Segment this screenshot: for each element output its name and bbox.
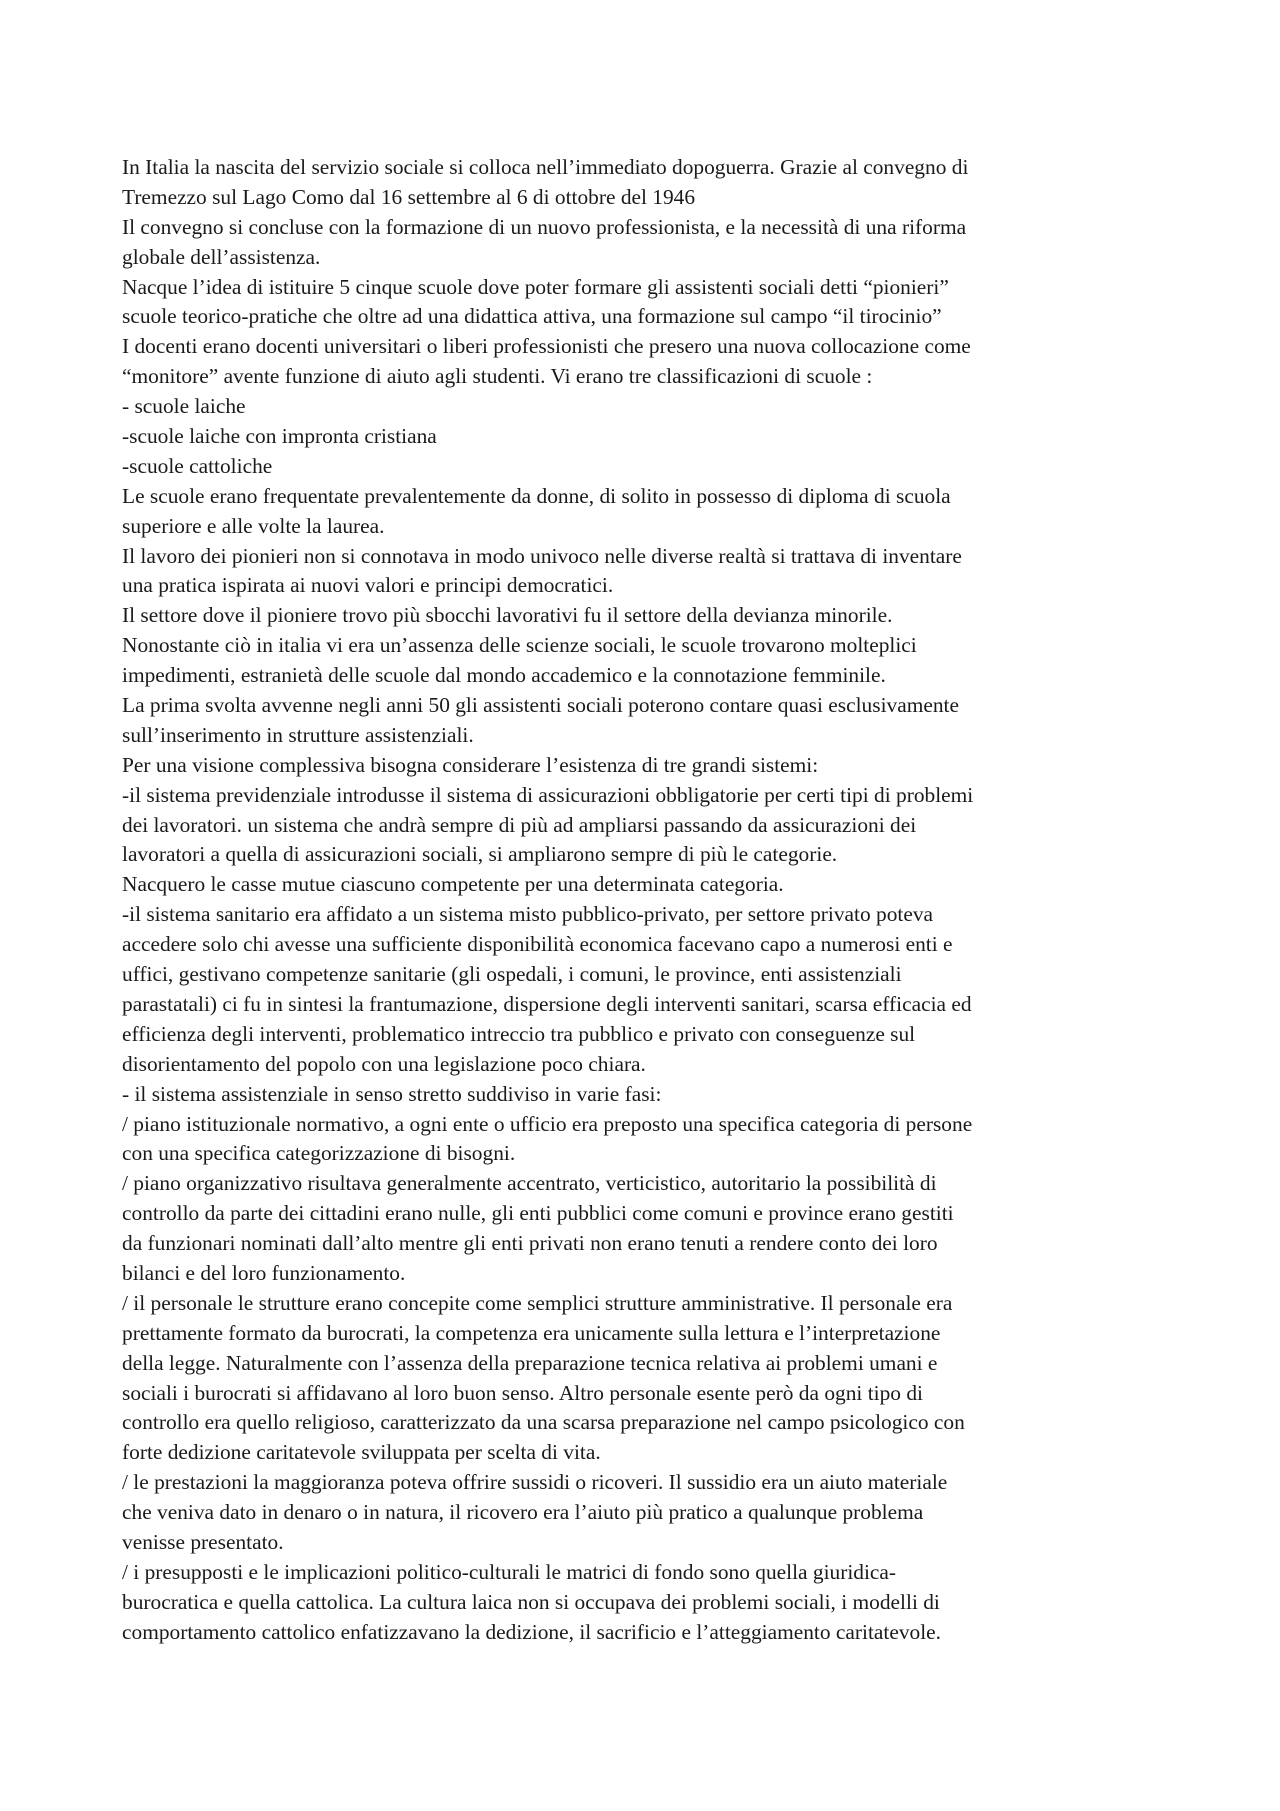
text-line: forte dedizione caritatevole sviluppata per scelta di vita. bbox=[122, 1440, 601, 1465]
text-line: comportamento cattolico enfatizzavano la dedizione, il sacrificio e l’atteggiamento caritatevole. bbox=[122, 1619, 942, 1644]
text-line: scuole teorico-pratiche che oltre ad una didattica attiva, una formazione sul campo “il tirocinio” bbox=[122, 304, 942, 329]
text-line: accedere solo chi avesse una sufficiente disponibilità economica facevano capo a numerosi enti e bbox=[122, 932, 953, 957]
text-line: -il sistema previdenziale introdusse il sistema di assicurazioni obbligatorie per certi tipi di problemi bbox=[122, 782, 974, 807]
text-line: che veniva dato in denaro o in natura, il ricovero era l’aiuto più pratico a qualunque problema bbox=[122, 1500, 924, 1525]
text-line: I docenti erano docenti universitari o liberi professionisti che presero una nuova collocazione come bbox=[122, 334, 971, 359]
text-line: dei lavoratori. un sistema che andrà sempre di più ad ampliarsi passando da assicurazioni dei bbox=[122, 812, 917, 837]
text-line: controllo da parte dei cittadini erano nulle, gli enti pubblici come comuni e province erano gestiti bbox=[122, 1201, 954, 1226]
document-body bbox=[122, 153, 1172, 1648]
text-line: Nacquero le casse mutue ciascuno competente per una determinata categoria. bbox=[122, 872, 784, 897]
text-line: Il lavoro dei pionieri non si connotava in modo univoco nelle diverse realtà si trattava di inventare bbox=[122, 543, 962, 568]
text-line: Nonostante ciò in italia vi era un’assenza delle scienze sociali, le scuole trovarono molteplici bbox=[122, 633, 917, 658]
text-line: Tremezzo sul Lago Como dal 16 settembre al 6 di ottobre del 1946 bbox=[122, 184, 696, 209]
text-line: una pratica ispirata ai nuovi valori e principi democratici. bbox=[122, 573, 614, 598]
text-line: della legge. Naturalmente con l’assenza della preparazione tecnica relativa ai problemi umani e bbox=[122, 1350, 938, 1375]
text-line: In Italia la nascita del servizio sociale si colloca nell’immediato dopoguerra. Grazie al convegno di bbox=[122, 155, 969, 179]
text-line: burocratica e quella cattolica. La cultura laica non si occupava dei problemi sociali, i modelli di bbox=[122, 1589, 940, 1614]
text-line: disorientamento del popolo con una legislazione poco chiara. bbox=[122, 1051, 646, 1076]
text-line: Il convegno si concluse con la formazione di un nuovo professionista, e la necessità di una riforma bbox=[122, 214, 967, 239]
text-line: impedimenti, estranietà delle scuole dal mondo accademico e la connotazione femminile. bbox=[122, 663, 886, 688]
text-line: - scuole laiche bbox=[122, 394, 246, 419]
text-line: -scuole laiche con impronta cristiana bbox=[122, 424, 437, 449]
text-line: con una specifica categorizzazione di bisogni. bbox=[122, 1141, 516, 1166]
text-line: prettamente formato da burocrati, la competenza era unicamente sulla lettura e l’interpretazione bbox=[122, 1320, 941, 1345]
text-line: Nacque l’idea di istituire 5 cinque scuole dove poter formare gli assistenti sociali detti “pionieri” bbox=[122, 274, 949, 299]
text-line: controllo era quello religioso, caratterizzato da una scarsa preparazione nel campo psicologico con bbox=[122, 1410, 965, 1435]
text-line: Per una visione complessiva bisogna considerare l’esistenza di tre grandi sistemi: bbox=[122, 752, 819, 777]
text-line: Le scuole erano frequentate prevalentemente da donne, di solito in possesso di diploma di scuola bbox=[122, 483, 951, 508]
text-line: / le prestazioni la maggioranza poteva offrire sussidi o ricoveri. Il sussidio era un aiuto materiale bbox=[122, 1470, 948, 1495]
text-line: parastatali) ci fu in sintesi la frantumazione, dispersione degli interventi sanitari, scarsa efficacia ed bbox=[122, 991, 972, 1016]
text-line: -il sistema sanitario era affidato a un sistema misto pubblico-privato, per settore privato poteva bbox=[122, 902, 934, 927]
text-line: globale dell’assistenza. bbox=[122, 244, 321, 269]
text-line: sull’inserimento in strutture assistenziali. bbox=[122, 722, 474, 747]
text-line: uffici, gestivano competenze sanitarie (gli ospedali, i comuni, le province, enti assistenziali bbox=[122, 962, 902, 987]
text-line: sociali i burocrati si affidavano al loro buon senso. Altro personale esente però da ogni tipo di bbox=[122, 1380, 923, 1405]
text-line: - il sistema assistenziale in senso stretto suddiviso in varie fasi: bbox=[122, 1081, 662, 1106]
text-line: efficienza degli interventi, problematico intreccio tra pubblico e privato con conseguenze sul bbox=[122, 1021, 916, 1046]
text-line: / il personale le strutture erano concepite come semplici strutture amministrative. Il personale era bbox=[122, 1290, 953, 1315]
text-line: bilanci e del loro funzionamento. bbox=[122, 1260, 406, 1285]
text-line: lavoratori a quella di assicurazioni sociali, si ampliarono sempre di più le categorie. bbox=[122, 842, 838, 867]
text-line: “monitore” avente funzione di aiuto agli studenti. Vi erano tre classificazioni di scuole : bbox=[122, 364, 873, 389]
text-line: superiore e alle volte la laurea. bbox=[122, 513, 385, 538]
text-line: La prima svolta avvenne negli anni 50 gli assistenti sociali poterono contare quasi esclusivamente bbox=[122, 693, 959, 718]
text-line: / i presupposti e le implicazioni politico-culturali le matrici di fondo sono quella giuridica- bbox=[122, 1559, 897, 1584]
text-line: da funzionari nominati dall’alto mentre gli enti privati non erano tenuti a rendere conto dei loro bbox=[122, 1231, 938, 1256]
text-line: / piano organizzativo risultava generalmente accentrato, verticistico, autoritario la possibilità di bbox=[122, 1171, 937, 1196]
text-line: -scuole cattoliche bbox=[122, 453, 273, 478]
text-line: Il settore dove il pioniere trovo più sbocchi lavorativi fu il settore della devianza minorile. bbox=[122, 603, 893, 628]
text-line: / piano istituzionale normativo, a ogni ente o ufficio era preposto una specifica categoria di persone bbox=[122, 1111, 973, 1136]
text-line: venisse presentato. bbox=[122, 1529, 284, 1554]
